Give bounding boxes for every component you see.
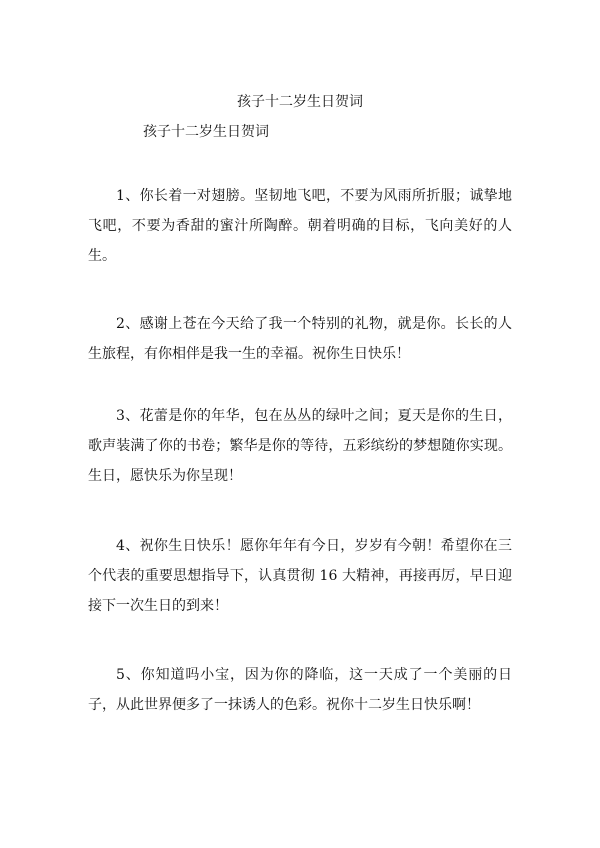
paragraph-2: 2、感谢上苍在今天给了我一个特别的礼物，就是你。长长的人生旅程，有你相伴是我一生的幸福。祝你生日快乐！ [88,316,512,362]
page-title: 孩子十二岁生日贺词 [237,94,363,110]
paragraph-1: 1、你长着一对翅膀。坚韧地飞吧，不要为风雨所折服；诚挚地飞吧，不要为香甜的蜜汁所陶醉。朝着明确的目标，飞向美好的人生。 [88,188,512,264]
page-subtitle: 孩子十二岁生日贺词 [143,124,269,140]
paragraph-3: 3、花蕾是你的年华，包在丛丛的绿叶之间；夏天是你的生日，歌声装满了你的书卷；繁华是你的等待，五彩缤纷的梦想随你实现。生日，愿快乐为你呈现！ [88,408,512,484]
paragraph-5: 5、你知道吗小宝，因为你的降临，这一天成了一个美丽的日子，从此世界便多了一抹诱人的色彩。祝你十二岁生日快乐啊！ [88,667,512,713]
paragraph-4: 4、祝你生日快乐！愿你年年有今日，岁岁有今朝！希望你在三个代表的重要思想指导下，认真贯彻 16 大精神，再接再厉，早日迎接下一次生日的到来！ [88,538,512,614]
